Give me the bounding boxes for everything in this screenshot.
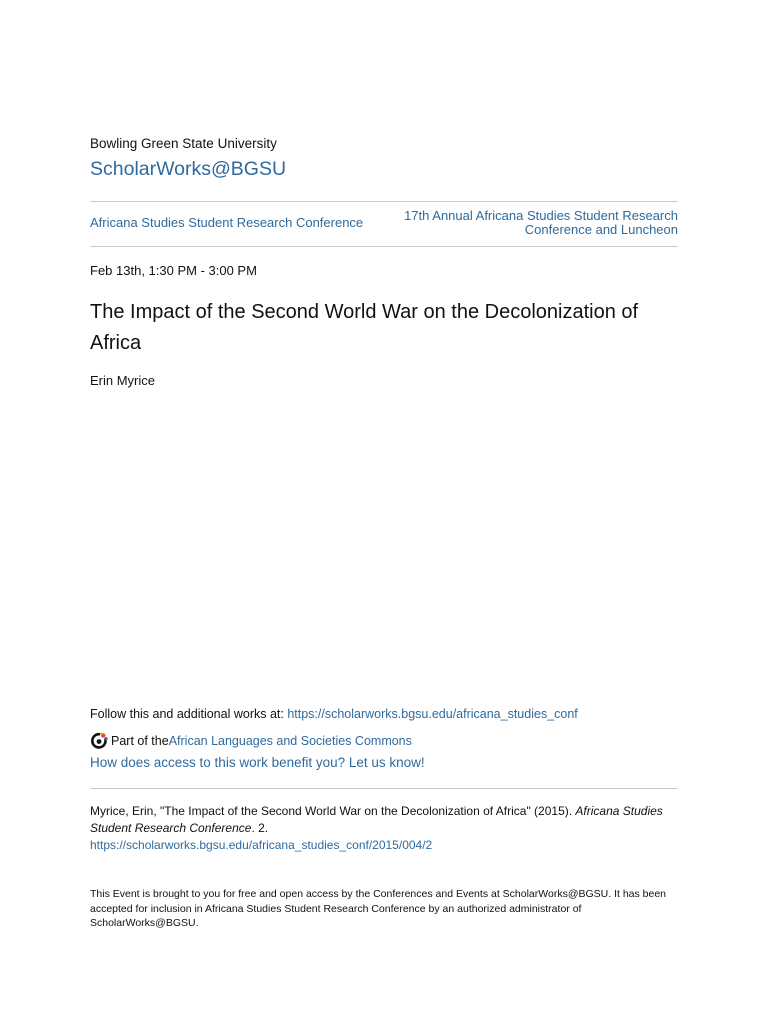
access-notice: This Event is brought to you for free and open access by the Conferences and Events at ScholarWorks@BGSU. It has been accepted for inclusion in Africana Studies Student Research Conference by an authorized administrator of ScholarWorks@BGSU. bbox=[90, 888, 667, 929]
divider-breadcrumb bbox=[90, 246, 678, 247]
institution-name: Bowling Green State University bbox=[90, 136, 277, 151]
cover-page bbox=[90, 0, 678, 1024]
citation-text: Myrice, Erin, "The Impact of the Second World War on the Decolonization of Africa" (2015). bbox=[90, 804, 576, 818]
author-name: Erin Myrice bbox=[90, 373, 156, 388]
divider-citation bbox=[90, 788, 678, 789]
citation-url-link[interactable]: https://scholarworks.bgsu.edu/africana_studies_conf/2015/004/2 bbox=[90, 838, 433, 852]
follow-line bbox=[90, 707, 578, 721]
commons-link[interactable]: African Languages and Societies Commons bbox=[168, 734, 412, 748]
citation-block bbox=[90, 803, 678, 854]
follow-url-link[interactable]: https://scholarworks.bgsu.edu/africana_studies_conf bbox=[287, 707, 578, 721]
page-title: The Impact of the Second World War on the Decolonization of Africa bbox=[90, 301, 639, 354]
repository-link[interactable]: ScholarWorks@BGSU bbox=[90, 158, 287, 180]
divider-top bbox=[90, 201, 678, 202]
citation-suffix: . 2. bbox=[251, 821, 269, 835]
commons-network-icon bbox=[90, 732, 108, 750]
partof-prefix: Part of the bbox=[111, 734, 169, 748]
citation-journal: Africana Studies Student Research Conference bbox=[90, 804, 663, 835]
breadcrumb-event-link[interactable]: 17th Annual Africana Studies Student Research Conference and Luncheon bbox=[404, 208, 678, 237]
event-date: Feb 13th, 1:30 PM - 3:00 PM bbox=[90, 263, 257, 278]
breadcrumb bbox=[90, 209, 678, 239]
breadcrumb-series-link[interactable]: Africana Studies Student Research Conference bbox=[90, 215, 364, 230]
follow-prefix: Follow this and additional works at: bbox=[90, 707, 288, 721]
part-of-line bbox=[90, 732, 412, 750]
feedback-link[interactable]: How does access to this work benefit you? Let us know! bbox=[90, 755, 425, 770]
